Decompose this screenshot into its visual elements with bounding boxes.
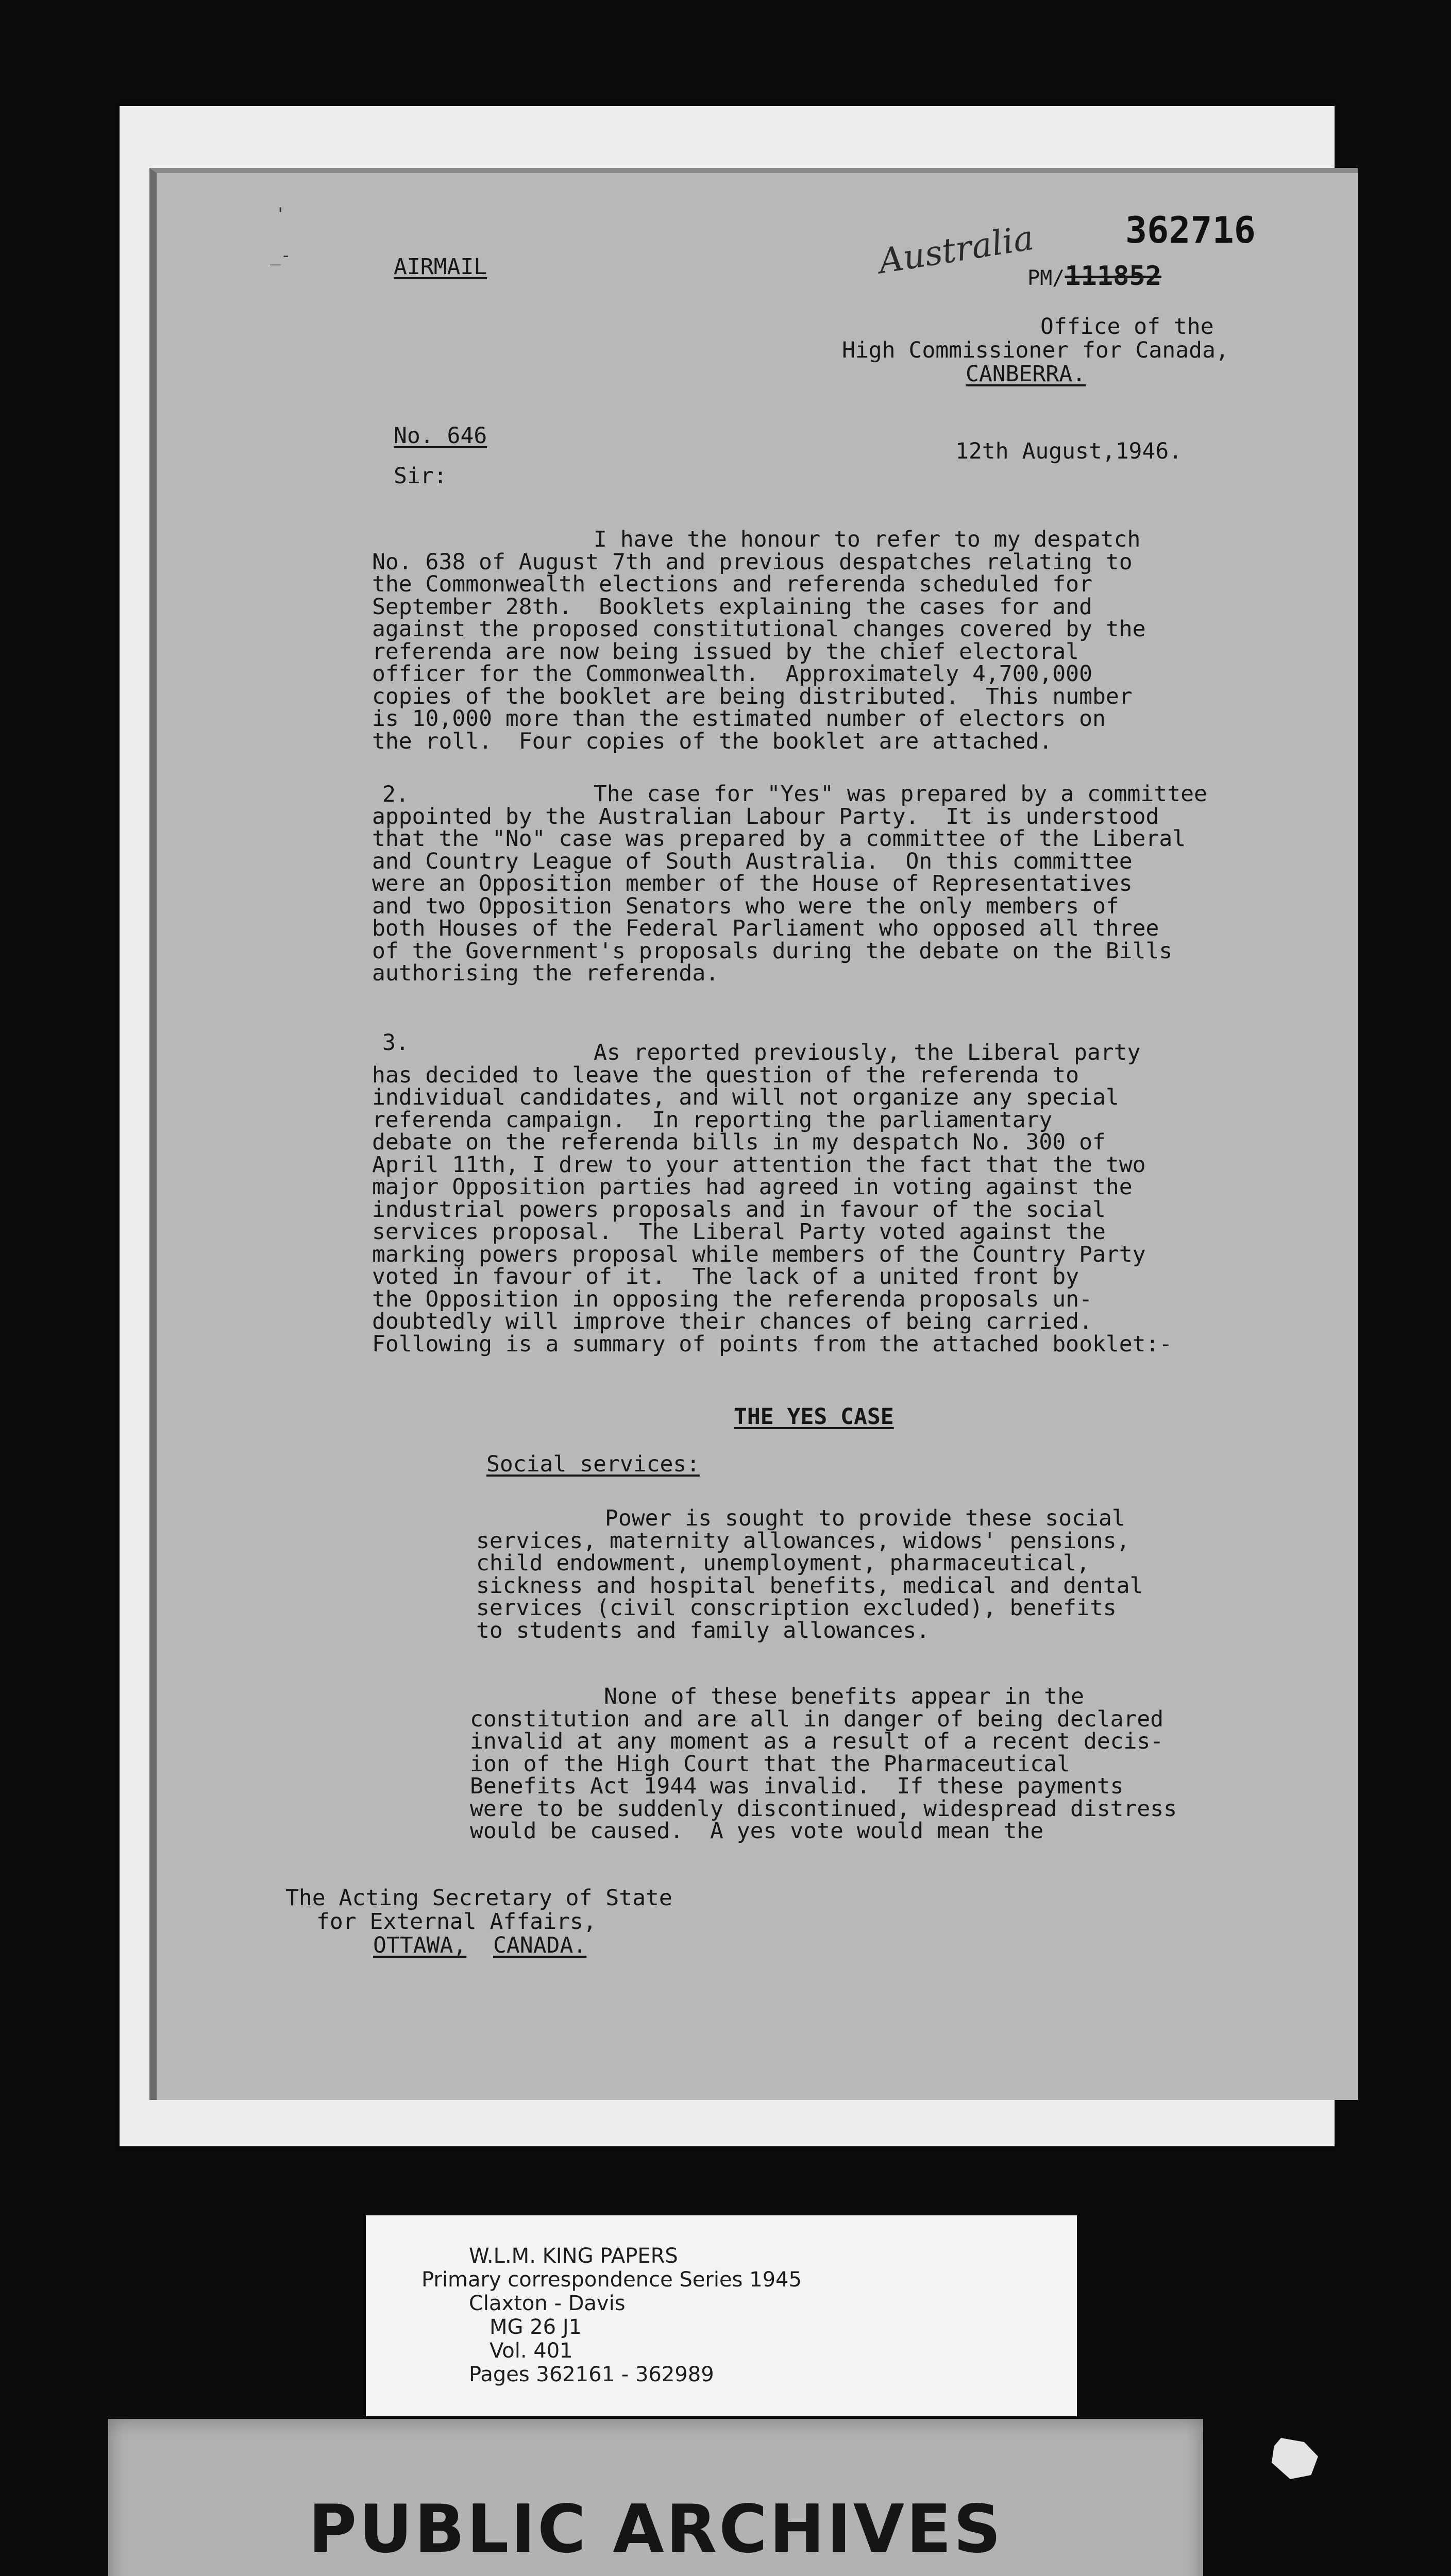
despatch-number: No. 646 bbox=[394, 423, 487, 449]
letter-date: 12th August,1946. bbox=[955, 438, 1183, 464]
document-number: 362716 bbox=[1125, 209, 1256, 251]
office-line-3: CANBERRA. bbox=[966, 361, 1086, 387]
stray-mark: ' bbox=[275, 204, 286, 225]
letter-page bbox=[149, 168, 1358, 2100]
paragraph-2: The case for "Yes" was prepared by a committee appointed by the Australian Labour Party. It is understood that the "No" case was prepared by a committee of the Liberal and Country League of South Australia. On this committee were an Opposition member of the House of Representatives and two Opposition Senators who were the only members of both Houses of the Federal Parliament who opposed all three of the Government's proposals during the debate on the Bills authorising the referenda. bbox=[372, 781, 1207, 986]
paragraph-number-2: 2. bbox=[382, 782, 409, 807]
social-services-paragraph-2: None of these benefits appear in the constitution and are all in danger of being declared invalid at any moment as a result of a recent decis- ion of the High Court that the Pharmaceutical Benefits Act 1944 was invalid. If these payments were to be suddenly discontinued, widespread distress would be caused. A yes vote would mean the bbox=[470, 1684, 1177, 1844]
address-line-1: The Acting Secretary of State bbox=[285, 1885, 672, 1911]
address-city: OTTAWA, bbox=[373, 1933, 467, 1958]
address-line-2: for External Affairs, bbox=[316, 1909, 597, 1935]
address-line-3 bbox=[373, 1934, 586, 1957]
social-services-paragraph-1: Power is sought to provide these social services, maternity allowances, widows' pensions, child endowment, unemployment, pharmaceutical, sickness and hospital benefits, medical and dental services (civil conscription excluded), benefits to students and family allowances. bbox=[476, 1505, 1143, 1643]
handwritten-note: Australia bbox=[875, 217, 1037, 282]
label-line-4: MG 26 J1 bbox=[490, 2315, 582, 2339]
label-line-1: W.L.M. KING PAPERS bbox=[469, 2244, 678, 2268]
label-line-2: Primary correspondence Series 1945 bbox=[421, 2268, 802, 2292]
section-heading: THE YES CASE bbox=[734, 1404, 894, 1430]
paper-fleck bbox=[1272, 2438, 1318, 2479]
stray-mark: _- bbox=[270, 245, 291, 266]
reference-struck: 111852 bbox=[1065, 261, 1162, 292]
label-line-6: Pages 362161 - 362989 bbox=[469, 2363, 714, 2386]
office-line-2: High Commissioner for Canada, bbox=[842, 337, 1229, 363]
salutation: Sir: bbox=[394, 463, 447, 489]
reference-prefix: PM/ bbox=[1027, 266, 1065, 290]
label-line-3: Claxton - Davis bbox=[469, 2292, 626, 2315]
address-country: CANADA. bbox=[493, 1933, 587, 1958]
office-line-1: Office of the bbox=[1040, 314, 1214, 340]
paragraph-3: As reported previously, the Liberal party has decided to leave the question of the referenda to individual candidates, and will not organize any special referenda campaign. In reporting the parliamentary debate on the referenda bills in my despatch No. 300 of April 11th, I drew to your attention the fact that the two major Opposition parties had agreed in voting against the industrial powers proposals and in favour of the social services proposal. The Liberal Party voted against the marking powers proposal while members of the Country Party voted in favour of it. The lack of a united front by the Opposition in opposing the referenda proposals un- doubtedly will improve their chances of being carried. Following is a summary of points from the attached booklet:- bbox=[372, 1040, 1173, 1357]
archive-label-card bbox=[366, 2215, 1077, 2416]
label-line-5: Vol. 401 bbox=[490, 2339, 573, 2363]
file-reference bbox=[1027, 261, 1162, 292]
archives-line-1: PUBLIC ARCHIVES bbox=[308, 2491, 1003, 2568]
airmail-label: AIRMAIL bbox=[394, 254, 487, 280]
subheading-social-services: Social services: bbox=[486, 1451, 700, 1477]
paragraph-1: I have the honour to refer to my despatch No. 638 of August 7th and previous despatches relating to the Commonwealth elections and referenda scheduled for September 28th. Booklets explaining the cases for and against the proposed constitutional changes covered by the referenda are now being issued by the chief electoral officer for the Commonwealth. Approximately 4,700,000 copies of the booklet are being distributed. This number is 10,000 more than the estimated number of electors on the roll. Four copies of the booklet are attached. bbox=[372, 527, 1146, 754]
archives-placard bbox=[108, 2419, 1203, 2576]
paragraph-number-3: 3. bbox=[382, 1030, 409, 1056]
